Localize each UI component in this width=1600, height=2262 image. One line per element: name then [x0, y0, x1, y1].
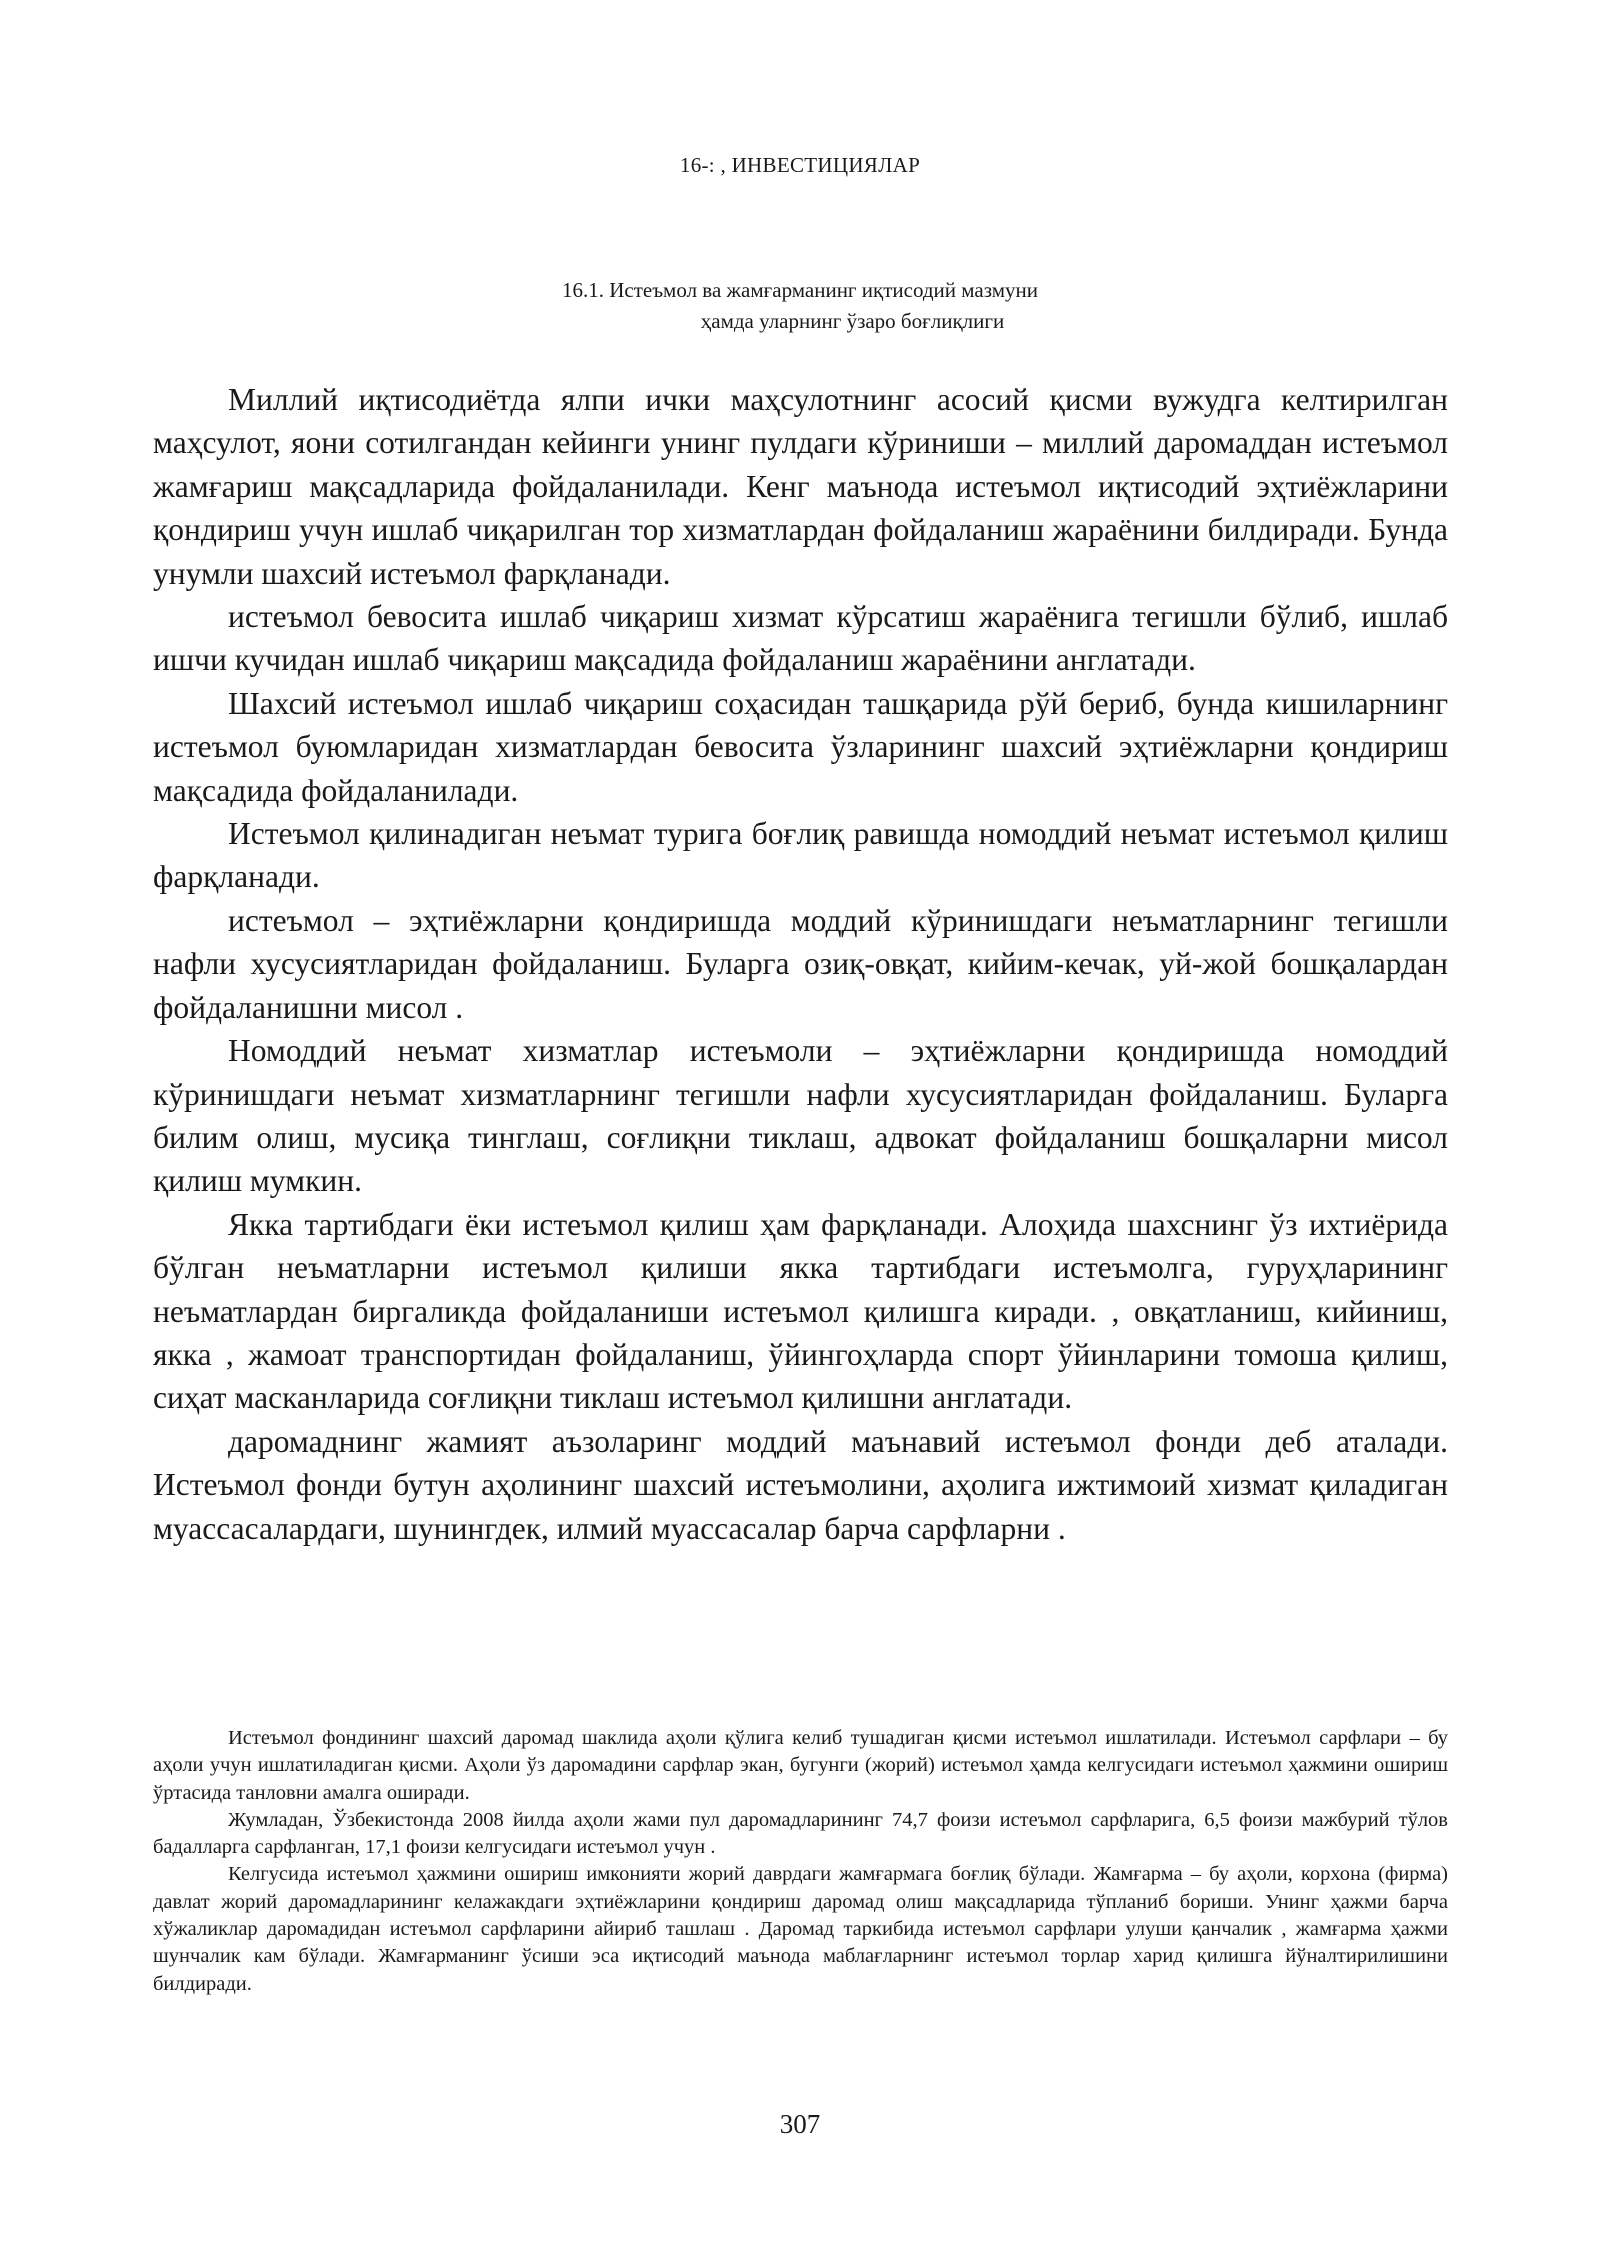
small-paragraph: Келгусида истеъмол ҳажмини ошириш имконияти жорий даврдаги жамғармага боғлиқ бўлади. Жамғарма – бу аҳоли, корхона (фирма) давлат жорий даромадларининг келажакдаги эҳтиёжларини қондириш даромад олиш мақсадларида тўпланиб бориши. Унинг ҳажми барча хўжаликлар даромадидан истеъмол сарфларини айириб ташлаш . Даромад таркибида истеъмол сарфлари улуши қанчалик , жамғарма ҳажми шунчалик кам бўлади. Жамғарманинг ўсиши эса иқтисодий маънода маблағларнинг истеъмол торлар харид қилишга йўналтирилишини билдиради. [153, 1863, 1448, 1995]
small-text-block [153, 1725, 1448, 1998]
section-title-line-2: ҳамда уларнинг ўзаро боғлиқлиги [700, 309, 1005, 333]
section-title [0, 275, 1600, 337]
paragraph: Истеъмол қилинадиган неъмат турига боғлиқ равишда номоддий неъмат истеъмол қилиш фарқланади. [153, 816, 1448, 895]
page-number: 307 [779, 2109, 821, 2139]
paragraph: Якка тартибдаги ёки истеъмол қилиш ҳам фарқланади. Алоҳида шахснинг ўз ихтиёрида бўлган неъматларни истеъмол қилиши якка тартибдаги истеъмолга, гуруҳларининг неъматлардан биргаликда фойдаланиши истеъмол қилишга киради. , овқатланиш, кийиниш, якка , жамоат транспортидан фойдаланиш, ўйингоҳларда спорт ўйинларини томоша қилиш, сиҳат масканларида соғлиқни тиклаш истеъмол қилишни англатади. [153, 1206, 1448, 1416]
small-paragraph: Жумладан, Ўзбекистонда 2008 йилда аҳоли жами пул даромадларининг 74,7 фоизи истеъмол сарфларига, 6,5 фоизи мажбурий тўлов бадалларга сарфланган, 17,1 фоизи келгусидаги истеъмол учун . [153, 1808, 1448, 1859]
paragraph: Шахсий истеъмол ишлаб чиқариш соҳасидан ташқарида рўй бериб, бунда кишиларнинг истеъмол буюмларидан хизматлардан бевосита ўзларининг шахсий эҳтиёжларни қондириш мақсадида фойдаланилади. [153, 685, 1448, 808]
paragraph: даромаднинг жамият аъзоларинг моддий маънавий истеъмол фонди деб аталади. Истеъмол фонди бутун аҳолининг шахсий истеъмолини, аҳолига ижтимоий хизмат қиладиган муассасалардаги, шунингдек, илмий муассасалар барча сарфларни . [153, 1423, 1448, 1546]
paragraph: Номоддий неъмат хизматлар истеъмоли – эҳтиёжларни қондиришда номоддий кўринишдаги неъмат хизматларнинг тегишли нафли хусусиятларидан фойдаланиш. Буларга билим олиш, мусиқа тинглаш, соғлиқни тиклаш, адвокат фойдаланиш бошқаларни мисол қилиш мумкин. [153, 1033, 1448, 1199]
paragraph: Миллий иқтисодиётда ялпи ички маҳсулотнинг асосий қисми вужудга келтирилган маҳсулот, яони сотилгандан кейинги унинг пулдаги кўриниши – миллий даромаддан истеъмол жамғариш мақсадларида фойдаланилади. Кенг маънода истеъмол иқтисодий эҳтиёжларини қондириш учун ишлаб чиқарилган тор хизматлардан фойдаланиш жараёнини билдиради. Бунда унумли шахсий истеъмол фарқланади. [153, 382, 1448, 591]
chapter-title: 16-: , ИНВЕСТИЦИЯЛАР [679, 153, 921, 177]
paragraph: истеъмол бевосита ишлаб чиқариш хизмат кўрсатиш жараёнига тегишли бўлиб, ишлаб ишчи кучидан ишлаб чиқариш мақсадида фойдаланиш жараёнини англатади. [153, 599, 1448, 678]
paragraph: истеъмол – эҳтиёжларни қондиришда моддий кўринишдаги неъматларнинг тегишли нафли хусусиятларидан фойдаланиш. Буларга озиқ-овқат, кийим-кечак, уй-жой бошқалардан фойдаланишни мисол . [153, 902, 1448, 1025]
small-paragraph: Истеъмол фондининг шахсий даромад шаклида аҳоли қўлига келиб тушадиган қисми истеъмол ишлатилади. Истеъмол сарфлари – бу аҳоли учун ишлатиладиган қисми. Аҳоли ўз даромадини сарфлар экан, бугунги (жорий) истеъмол ҳамда келгусидаги истеъмол ҳажмини ошириш ўртасида танловни амалга оширади. [153, 1727, 1448, 1804]
section-title-line-1: 16.1. Истеъмол ва жамғарманинг иқтисодий мазмуни [561, 278, 1039, 302]
body-text [153, 378, 1448, 1550]
